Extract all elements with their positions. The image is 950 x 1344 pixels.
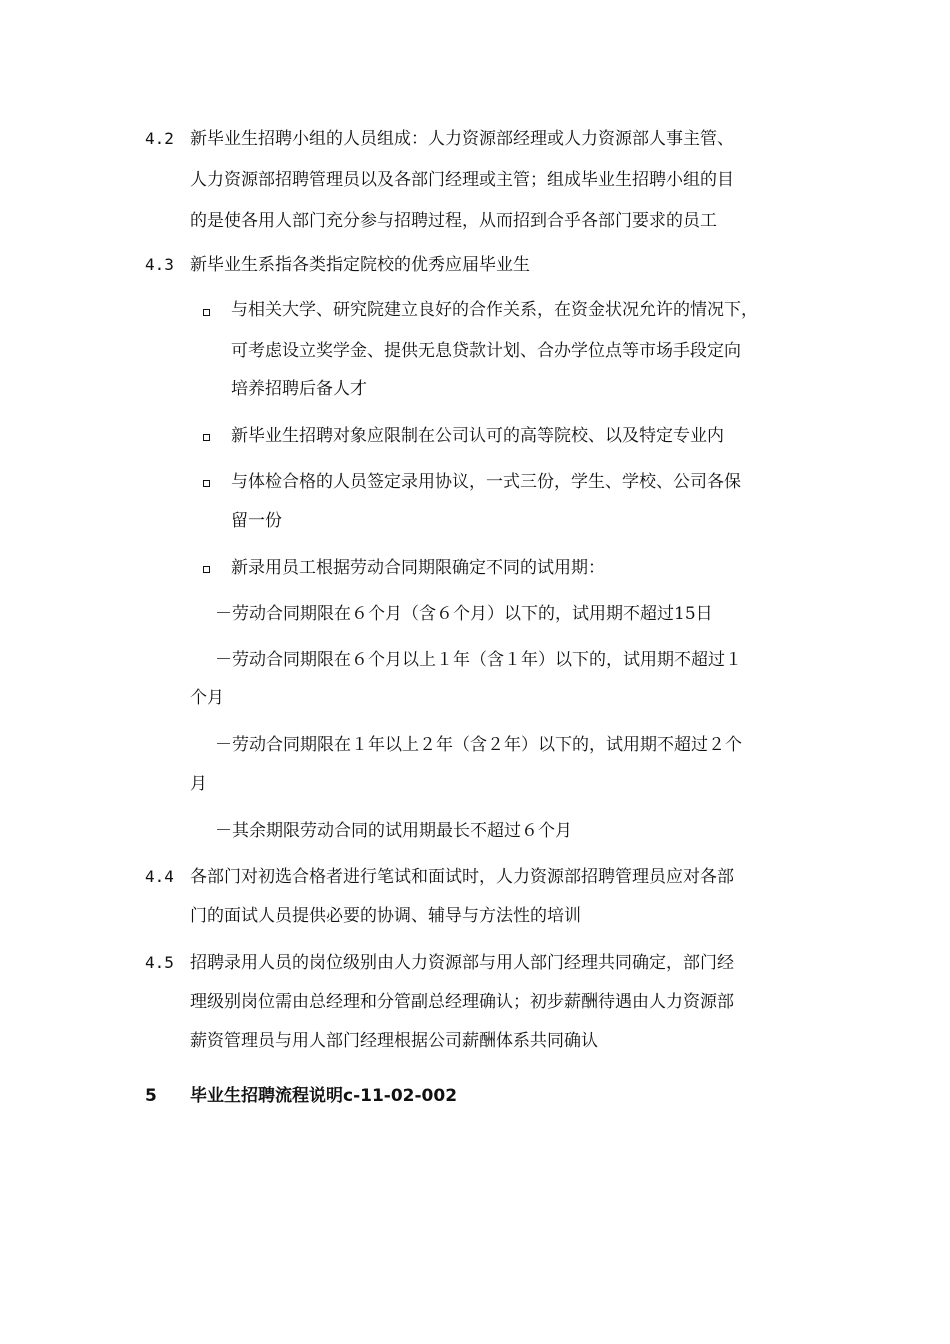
probation-rule-2-cont: 个月 [190,688,224,708]
bullet-1-line-3: 培养招聘后备人才 [231,379,367,399]
section-4-4-line-2: 门的面试人员提供必要的协调、辅导与方法性的培训 [190,906,581,926]
section-4-4-number: 4.4 [145,867,174,886]
probation-rule-3: －劳动合同期限在１年以上２年（含２年）以下的，试用期不超过２个 [215,735,742,755]
section-5-title: 毕业生招聘流程说明c-11-02-002 [190,1086,458,1106]
section-4-3-line-1: 新毕业生系指各类指定院校的优秀应届毕业生 [190,255,530,275]
checkbox-bullet-icon [203,566,210,573]
section-4-5-line-2: 理级别岗位需由总经理和分管副总经理确认；初步薪酬待遇由人力资源部 [190,992,734,1012]
section-4-2-line-3: 的是使各用人部门充分参与招聘过程，从而招到合乎各部门要求的员工 [190,211,717,231]
section-5-number: 5 [145,1086,157,1106]
bullet-3-line-2: 留一份 [231,511,282,531]
bullet-4-line-1: 新录用员工根据劳动合同期限确定不同的试用期： [231,558,605,578]
bullet-1-line-2: 可考虑设立奖学金、提供无息贷款计划、合办学位点等市场手段定向 [231,341,741,361]
bullet-3-line-1: 与体检合格的人员签定录用协议，一式三份，学生、学校、公司各保 [231,472,741,492]
section-4-5-line-1: 招聘录用人员的岗位级别由人力资源部与用人部门经理共同确定，部门经 [190,953,734,973]
section-4-4-line-1: 各部门对初选合格者进行笔试和面试时，人力资源部招聘管理员应对各部 [190,867,734,887]
bullet-2-line-1: 新毕业生招聘对象应限制在公司认可的高等院校、以及特定专业内 [231,426,724,446]
section-4-2-line-2: 人力资源部招聘管理员以及各部门经理或主管；组成毕业生招聘小组的目 [190,170,734,190]
section-4-5-number: 4.5 [145,953,174,972]
checkbox-bullet-icon [203,480,210,487]
probation-rule-3-cont: 月 [190,774,207,794]
probation-rule-4: －其余期限劳动合同的试用期最长不超过６个月 [215,821,572,841]
section-4-2-number: 4.2 [145,129,174,148]
section-4-2-line-1: 新毕业生招聘小组的人员组成：人力资源部经理或人力资源部人事主管、 [190,129,734,149]
probation-rule-1: －劳动合同期限在６个月（含６个月）以下的，试用期不超过15日 [215,604,713,624]
bullet-1-line-1: 与相关大学、研究院建立良好的合作关系，在资金状况允许的情况下， [231,300,758,320]
probation-rule-2: －劳动合同期限在６个月以上１年（含１年）以下的，试用期不超过１ [215,650,742,670]
checkbox-bullet-icon [203,309,210,316]
section-4-5-line-3: 薪资管理员与用人部门经理根据公司薪酬体系共同确认 [190,1031,598,1051]
checkbox-bullet-icon [203,434,210,441]
section-4-3-number: 4.3 [145,255,174,274]
